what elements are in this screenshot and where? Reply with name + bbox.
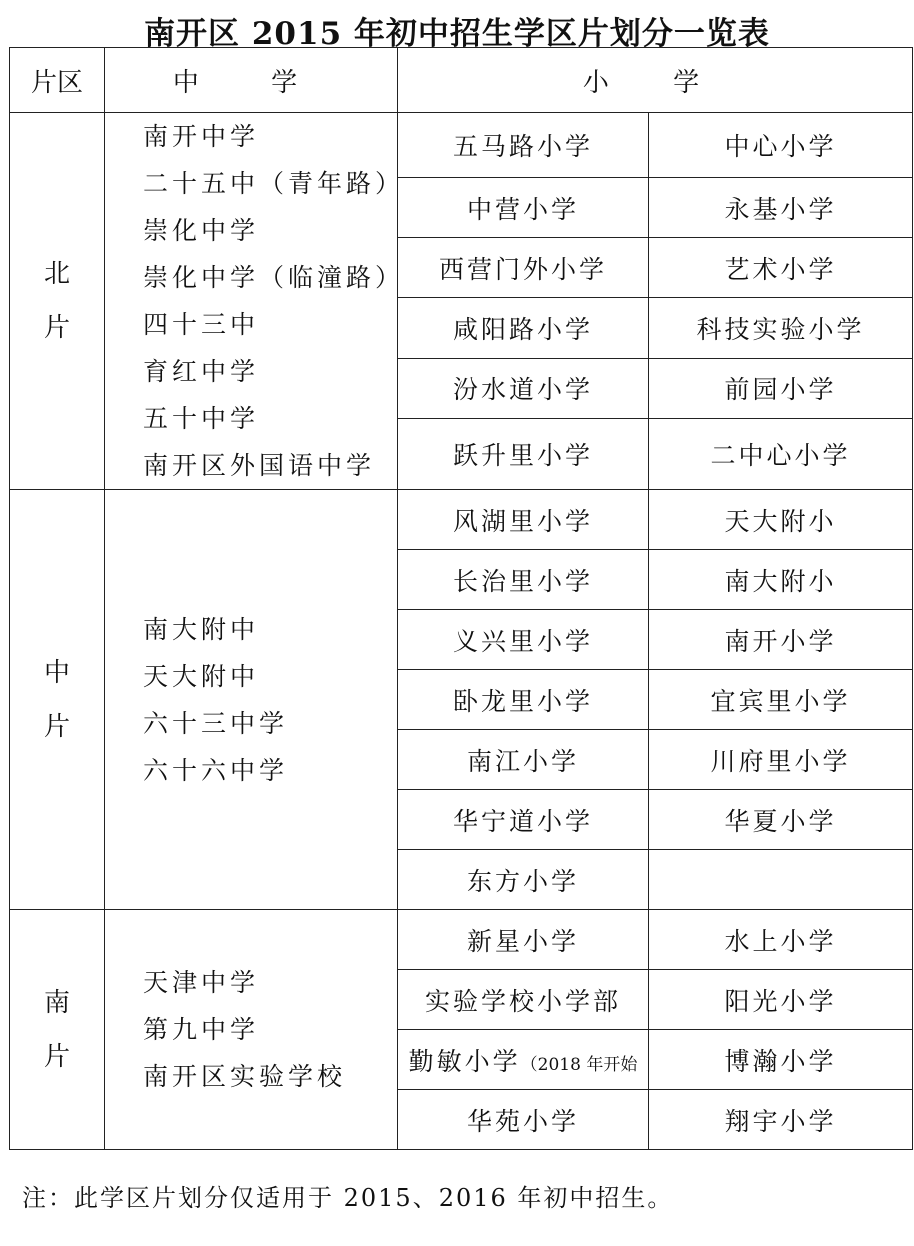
- area-north: 北 片: [10, 113, 105, 490]
- middle-school: 五十中学: [143, 404, 260, 433]
- north-middle-schools: [105, 113, 405, 490]
- primary-school: 二中心小学: [649, 418, 913, 489]
- primary-school: 卧龙里小学: [398, 670, 649, 730]
- primary-school: 中心小学: [649, 113, 913, 178]
- header-primary-school: 小 学: [398, 48, 913, 113]
- primary-school: 南大附小: [649, 550, 913, 610]
- middle-school: 育红中学: [143, 357, 260, 386]
- area-south: 南 片: [10, 910, 105, 1150]
- primary-school: 宜宾里小学: [649, 670, 913, 730]
- primary-school: 前园小学: [649, 358, 913, 418]
- primary-school: 翔宇小学: [649, 1090, 913, 1150]
- primary-school: 义兴里小学: [398, 610, 649, 670]
- middle-school: 四十三中: [143, 310, 260, 339]
- middle-school: 六十六中学: [143, 755, 289, 785]
- middle-school: 崇化中学: [143, 216, 260, 245]
- middle-school: 南大附中: [143, 614, 260, 644]
- middle-school: 第九中学: [143, 1015, 260, 1044]
- primary-school: [649, 850, 913, 910]
- primary-school-qinmin: [398, 1030, 649, 1090]
- south-middle-schools: [105, 910, 398, 1150]
- primary-school: 五马路小学: [398, 113, 649, 178]
- primary-school: 长治里小学: [398, 550, 649, 610]
- primary-school: 华苑小学: [398, 1090, 649, 1150]
- page-title: 南开区 2015 年初中招生学区片划分一览表: [144, 16, 770, 52]
- footnote: 注：此学区片划分仅适用于 2015、2016 年初中招生。: [22, 1184, 674, 1212]
- primary-school: 永基小学: [649, 178, 913, 238]
- primary-school: 南江小学: [398, 730, 649, 790]
- primary-school: 阳光小学: [649, 970, 913, 1030]
- central-middle-schools: [105, 490, 398, 910]
- header-row: [10, 48, 913, 113]
- primary-school: 南开小学: [649, 610, 913, 670]
- primary-school: 天大附小: [649, 490, 913, 550]
- primary-school: 博瀚小学: [649, 1030, 913, 1090]
- middle-school: 崇化中学（临潼路）: [143, 263, 405, 292]
- middle-school: 天大附中: [143, 661, 260, 691]
- primary-school: 实验学校小学部: [398, 970, 649, 1030]
- primary-school: 咸阳路小学: [398, 298, 649, 358]
- middle-school: 南开中学: [143, 122, 260, 151]
- area-central: 中 片: [10, 490, 105, 910]
- primary-school-note: （2018 年开始: [520, 1054, 638, 1075]
- header-middle-school: 中 学: [105, 48, 398, 113]
- primary-school: 川府里小学: [649, 730, 913, 790]
- primary-school-name: 勤敏小学: [408, 1046, 521, 1076]
- primary-school: 水上小学: [649, 910, 913, 970]
- district-table: [9, 47, 913, 1150]
- table-row: [10, 490, 913, 550]
- primary-school: 科技实验小学: [649, 298, 913, 358]
- primary-school: 跃升里小学: [398, 418, 649, 489]
- middle-school: 六十三中学: [143, 708, 289, 738]
- primary-school: 华宁道小学: [398, 790, 649, 850]
- primary-school: 中营小学: [398, 178, 649, 238]
- primary-school: 风湖里小学: [398, 490, 649, 550]
- table-row: [10, 910, 913, 970]
- middle-school: 天津中学: [143, 968, 260, 997]
- primary-school: 新星小学: [398, 910, 649, 970]
- primary-school: 东方小学: [398, 850, 649, 910]
- table-row: [10, 113, 913, 178]
- middle-school: 南开区外国语中学: [143, 451, 376, 480]
- primary-school: 艺术小学: [649, 238, 913, 298]
- middle-school: 二十五中（青年路）: [143, 169, 405, 198]
- middle-school: 南开区实验学校: [143, 1062, 347, 1091]
- primary-school: 西营门外小学: [398, 238, 649, 298]
- primary-school: 华夏小学: [649, 790, 913, 850]
- header-area: 片区: [10, 48, 105, 113]
- primary-school: 汾水道小学: [398, 358, 649, 418]
